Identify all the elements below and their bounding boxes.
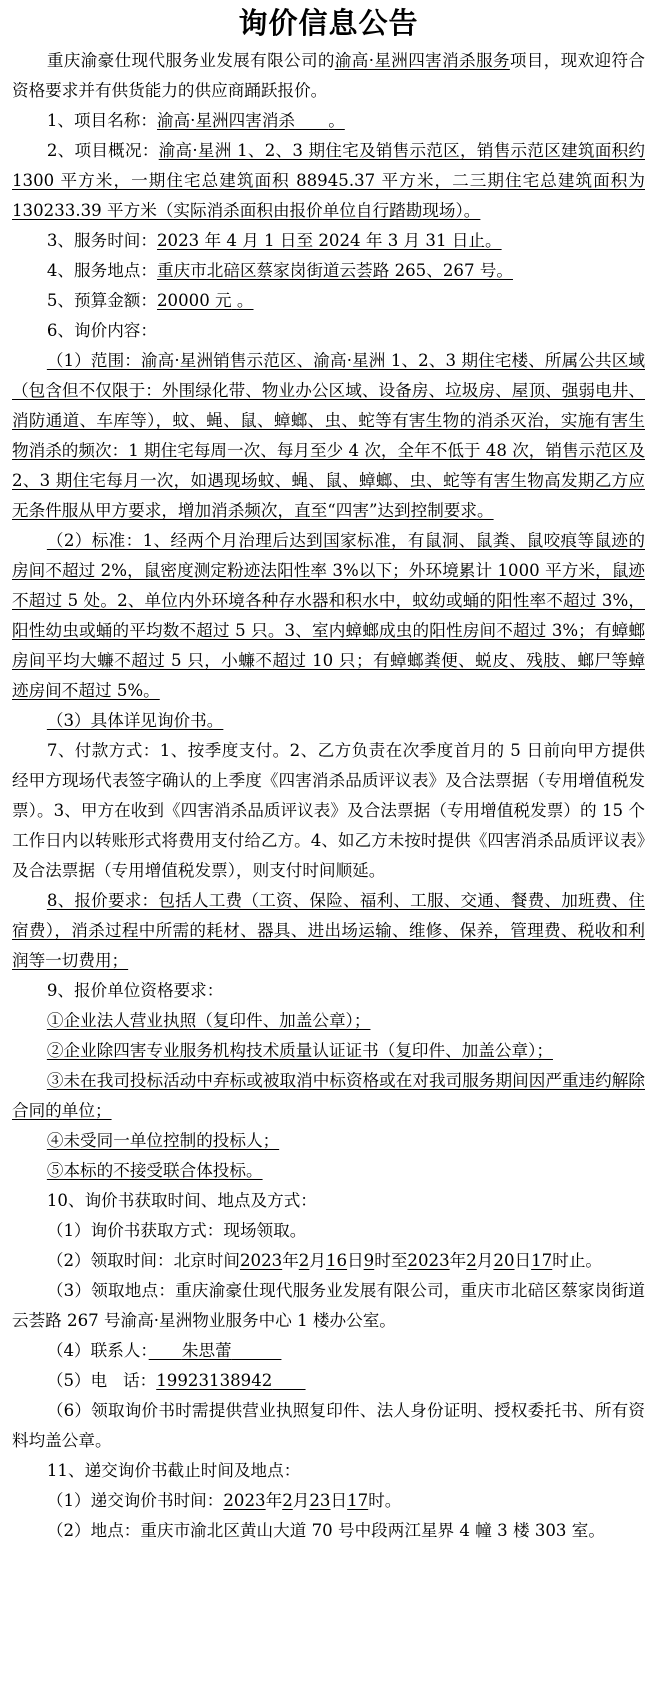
hour-char: 时 [552,1251,569,1270]
item-9-req-4: ④未受同一单位控制的投标人； [46,1131,280,1150]
item-9-req-5: ⑤本标的不接受联合体投标。 [46,1161,263,1180]
item-10-place: （3）领取地点：重庆渝豪仕现代服务业发展有限公司，重庆市北碚区蔡家岗街道云荟路 267 号渝高·星洲物业服务中心 1 楼办公室。 [12,1281,645,1330]
deadline-hour: 17 [347,1491,369,1510]
start-year: 2023 [239,1251,283,1270]
item-8-quote-requirements: 8、报价要求：包括人工费（工资、保险、福利、工服、交通、餐费、加班费、住宿费），消杀过程中所需的耗材、器具、进出场运输、维修、保养，管理费、税收和利润等一切费用； [12,891,645,970]
item-2-label: 2、项目概况： [46,141,159,160]
intro-paragraph [12,46,645,106]
item-5-value: 20000 元 [156,291,232,310]
end-month: 2 [466,1251,477,1270]
item-10-label: 10、询价书获取时间、地点及方式： [46,1191,317,1210]
item-11-deadline [12,1486,645,1516]
item-10-contact [12,1336,645,1366]
item-3-label: 3、服务时间： [46,231,157,250]
item-6-scope: （1）范围：渝高·星洲销售示范区、渝高·星洲 1、2、3 期住宅楼、所属公共区域（包含但不仅限于：外围绿化带、物业办公区域、设备房、垃圾房、屋顶、强弱电井、消防通道、车库等），蚊、蝇、鼠、蟑螂、虫、蛇等有害生物的消杀灭治，实施有害生物消杀的频次：1 期住宅每周一次、每月至少 4 次，全年不低于 48 次，销售示范区及 2、3 期住宅每月一次，如遇现场蚊、蝇、鼠、蟑螂、虫、蛇等有害生物高发期乙方应无条件服从甲方要求，增加消杀频次，直至“四害”达到控制要求。 [12,351,645,520]
page-title: 询价信息公告 [238,6,419,40]
item-2-overview [12,136,645,226]
item-5-end: 。 [236,291,254,310]
item-2-value: 渝高·星洲 1、2、3 期住宅及销售示范区，销售示范区建筑面积约 1300 平方米，一期住宅总建筑面积 88945.37 平方米，二三期住宅总建筑面积为 130233.39 平方米（实际消杀面积由报价单位自行踏勘现场） [12,141,645,220]
month-char: 月 [309,1251,326,1270]
item-9-req-3: ③未在我司投标活动中弃标或被取消中标资格或在对我司服务期间因严重违约解除合同的单位； [12,1071,645,1120]
end-hour: 17 [531,1251,553,1270]
day-char: 日 [514,1251,532,1270]
item-9-req-1: ①企业法人营业执照（复印件、加盖公章）； [46,1011,371,1030]
end-day: 20 [493,1251,515,1270]
item-6-label: 6、询价内容： [46,321,157,340]
intro-project: 渝高·星洲四害消杀服务 [334,51,510,70]
item-3-service-time [12,226,645,256]
item-10-time-prefix: （2）领取时间：北京时间 [46,1251,240,1270]
hour-char: 时。 [368,1491,402,1510]
contact-name: 朱思蕾 [181,1341,232,1360]
contact-label: （4）联系人： [46,1341,149,1360]
item-2-end: 。 [463,201,481,220]
start-hour: 9 [363,1251,375,1270]
item-1-end: 。 [328,111,345,130]
phone-number: 19923138942 [156,1371,273,1390]
year-char: 年 [282,1251,299,1270]
intro-company: 重庆渝豪仕现代服务业发展有限公司的 [46,51,335,70]
item-5-budget [12,286,645,316]
item-11-location: （2）地点：重庆市渝北区黄山大道 70 号中段两江星界 4 幢 3 楼 303 室。 [46,1521,605,1540]
item-9-req-2: ②企业除四害专业服务机构技术质量认证证书（复印件、加盖公章）； [46,1041,553,1060]
day-char: 日 [330,1491,348,1510]
year-char: 年 [265,1491,283,1510]
item-4-value: 重庆市北碚区蔡家岗街道云荟路 265、267 号。 [156,261,513,280]
end-year: 2023 [407,1251,450,1270]
intro-suffix: 项目，现欢迎符合资格要求并有供货能力的供应商踊跃报价。 [12,51,646,100]
item-9-label: 9、报价单位资格要求： [46,981,224,1000]
item-11-label: 11、递交询价书截止时间及地点： [46,1461,301,1480]
deadline-day: 23 [309,1491,331,1510]
item-5-label: 5、预算金额： [46,291,157,310]
item-10-phone [12,1366,645,1396]
item-7-payment: 7、付款方式：1、按季度支付。2、乙方负责在次季度首月的 5 日前向甲方提供经甲方现场代表签字确认的上季度《四害消杀品质评议表》及合法票据（专用增值税发票）。3、甲方在收到《四害消杀品质评议表》及合法票据（专用增值税发票）的 15 个工作日内以转账形式将费用支付给乙方。4、如乙方未按时提供《四害消杀品质评议表》及合法票据（专用增值税发票），则支付时间顺延。 [12,741,645,880]
item-6-detail: （3）具体详见询价书。 [46,711,224,730]
to-char: 至 [390,1251,408,1270]
item-6-standard: （2）标准：1、经两个月治理后达到国家标准，有鼠洞、鼠粪、鼠咬痕等鼠迹的房间不超过 2%，鼠密度测定粉迹法阳性率 3%以下；外环境累计 1000 平方米，鼠迹不超过 5 处。2、单位内外环境各种存水器和积水中，蚊幼或蛹的阳性率不超过 3%，阳性幼虫或蛹的平均数不超过 5 只。3、室内蟑螂成虫的阳性房间不超过 3%；有蟑螂房间平均大蠊不超过 5 只，小蠊不超过 10 只；有蟑螂粪便、蜕皮、残肢、螂尸等蟑迹房间不超过 5%。 [12,531,645,700]
month-char: 月 [292,1491,310,1510]
month-char: 月 [476,1251,494,1270]
phone-label: （5）电 话： [46,1371,157,1390]
item-4-service-location [12,256,645,286]
day-char: 日 [347,1251,364,1270]
item-3-value: 2023 年 4 月 1 日至 2024 年 3 月 31 日止。 [156,231,502,250]
item-1-value: 渝高·星洲四害消杀 [156,111,296,130]
item-10-materials: （6）领取询价书时需提供营业执照复印件、法人身份证明、授权委托书、所有资料均盖公章。 [12,1401,645,1450]
deadline-year: 2023 [223,1491,266,1510]
item-1-label: 1、项目名称： [46,111,157,130]
item-10-time [12,1246,645,1276]
deadline-prefix: （1）递交询价书时间： [46,1491,224,1510]
end-char: 止。 [568,1251,603,1270]
item-4-label: 4、服务地点： [46,261,157,280]
year-char: 年 [449,1251,467,1270]
item-1-project-name [12,106,645,136]
start-month: 2 [298,1251,310,1270]
start-day: 16 [325,1251,348,1270]
item-10-method: （1）询价书获取方式：现场领取。 [46,1221,307,1240]
deadline-month: 2 [282,1491,293,1510]
hour-char: 时 [374,1251,391,1270]
